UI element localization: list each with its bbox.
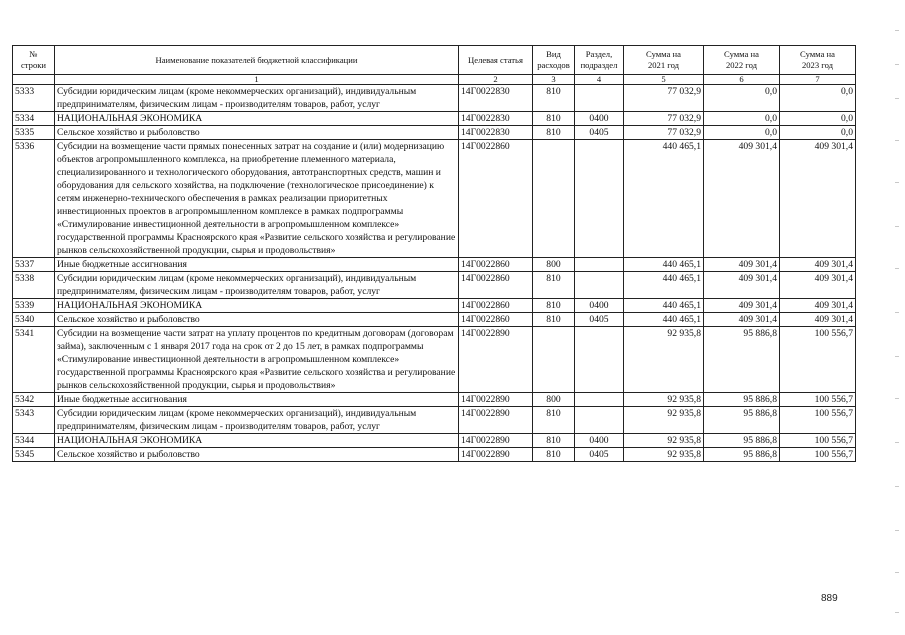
- table-row: [13, 140, 856, 258]
- cell-sum-2023: 0,0: [780, 85, 856, 112]
- cell-indicator-name: Субсидии юридическим лицам (кроме некоммерческих организаций), индивидуальным предпринимателям, физическим лицам - производителям товаров, работ, услуг: [55, 85, 459, 112]
- table-row: [13, 126, 856, 140]
- column-numbers-row: [13, 75, 856, 85]
- cell-section: [575, 258, 624, 272]
- cell-target-article: 14Г0022830: [459, 126, 533, 140]
- cell-sum-2022: 409 301,4: [704, 140, 780, 258]
- cell-sum-2023: 409 301,4: [780, 258, 856, 272]
- cell-sum-2021: 440 465,1: [624, 299, 704, 313]
- cell-sum-2023: 100 556,7: [780, 407, 856, 434]
- cell-sum-2023: 409 301,4: [780, 272, 856, 299]
- cell-indicator-name: Сельское хозяйство и рыболовство: [55, 448, 459, 462]
- cell-section: 0400: [575, 434, 624, 448]
- cell-target-article: 14Г0022860: [459, 313, 533, 327]
- column-number-empty: [13, 75, 55, 85]
- cell-row-number: 5339: [13, 299, 55, 313]
- cell-expense-type: 810: [533, 448, 575, 462]
- cell-row-number: 5337: [13, 258, 55, 272]
- table-row: [13, 393, 856, 407]
- cell-row-number: 5343: [13, 407, 55, 434]
- cell-row-number: 5340: [13, 313, 55, 327]
- cell-row-number: 5345: [13, 448, 55, 462]
- column-number: 7: [780, 75, 856, 85]
- cell-section: [575, 272, 624, 299]
- cell-indicator-name: НАЦИОНАЛЬНАЯ ЭКОНОМИКА: [55, 434, 459, 448]
- table-header-row: [13, 46, 856, 75]
- cell-indicator-name: НАЦИОНАЛЬНАЯ ЭКОНОМИКА: [55, 299, 459, 313]
- cell-section: 0400: [575, 299, 624, 313]
- cell-target-article: 14Г0022860: [459, 272, 533, 299]
- page-number: 889: [821, 593, 838, 604]
- table-row: [13, 407, 856, 434]
- cell-expense-type: [533, 140, 575, 258]
- table-row: [13, 327, 856, 393]
- cell-target-article: 14Г0022890: [459, 434, 533, 448]
- cell-target-article: 14Г0022830: [459, 85, 533, 112]
- cell-expense-type: 810: [533, 407, 575, 434]
- table-row: [13, 85, 856, 112]
- cell-sum-2022: 409 301,4: [704, 258, 780, 272]
- table-row: [13, 434, 856, 448]
- table-row: [13, 313, 856, 327]
- cell-indicator-name: Сельское хозяйство и рыболовство: [55, 313, 459, 327]
- cell-expense-type: 810: [533, 112, 575, 126]
- column-number: 6: [704, 75, 780, 85]
- header-section: Раздел, подраздел: [575, 46, 624, 75]
- column-number: 4: [575, 75, 624, 85]
- cell-row-number: 5342: [13, 393, 55, 407]
- cell-indicator-name: Субсидии юридическим лицам (кроме некоммерческих организаций), индивидуальным предпринимателям, физическим лицам - производителям товаров, работ, услуг: [55, 407, 459, 434]
- cell-sum-2023: 100 556,7: [780, 448, 856, 462]
- cell-indicator-name: Иные бюджетные ассигнования: [55, 258, 459, 272]
- cell-sum-2023: 0,0: [780, 126, 856, 140]
- table-row: [13, 299, 856, 313]
- cell-expense-type: 800: [533, 393, 575, 407]
- cell-sum-2023: 100 556,7: [780, 327, 856, 393]
- cell-row-number: 5333: [13, 85, 55, 112]
- cell-row-number: 5336: [13, 140, 55, 258]
- cell-target-article: 14Г0022830: [459, 112, 533, 126]
- cell-target-article: 14Г0022860: [459, 299, 533, 313]
- cell-sum-2023: 409 301,4: [780, 140, 856, 258]
- table-row: [13, 448, 856, 462]
- column-number: 2: [459, 75, 533, 85]
- cell-sum-2022: 409 301,4: [704, 299, 780, 313]
- table-row: [13, 272, 856, 299]
- cell-sum-2022: 95 886,8: [704, 407, 780, 434]
- cell-expense-type: 810: [533, 126, 575, 140]
- cell-sum-2022: 95 886,8: [704, 327, 780, 393]
- header-expense-type: Вид расходов: [533, 46, 575, 75]
- table-row: [13, 258, 856, 272]
- cell-sum-2021: 440 465,1: [624, 258, 704, 272]
- cell-section: 0405: [575, 313, 624, 327]
- cell-expense-type: 810: [533, 313, 575, 327]
- cell-target-article: 14Г0022890: [459, 448, 533, 462]
- cell-sum-2022: 95 886,8: [704, 393, 780, 407]
- cell-sum-2021: 440 465,1: [624, 140, 704, 258]
- cell-indicator-name: Субсидии на возмещение части прямых понесенных затрат на создание и (или) модернизацию объектов агропромышленного комплекса, на приобретение племенного материала, специализированного и технологического оборудования, автотранспортных средств, машин и оборудования для сельского хозяйства, на подключение (технологическое присоединение) к сетям инженерно-технического обеспечения в рамках реализации приоритетных инвестиционных проектов в агропромышленном комплексе в рамках подпрограммы «Стимулирование инвестиционной деятельности в агропромышленном комплексе» государственной программы Красноярского края «Развитие сельского хозяйства и регулирование рынков сельскохозяйственной продукции, сырья и продовольствия»: [55, 140, 459, 258]
- cell-row-number: 5341: [13, 327, 55, 393]
- header-target-article: Целевая статья: [459, 46, 533, 75]
- cell-sum-2023: 100 556,7: [780, 434, 856, 448]
- cell-section: 0405: [575, 448, 624, 462]
- scan-edge-marks: [889, 0, 905, 635]
- budget-classification-table: [12, 45, 856, 462]
- cell-expense-type: 810: [533, 272, 575, 299]
- cell-sum-2023: 0,0: [780, 112, 856, 126]
- header-row-number: № строки: [13, 46, 55, 75]
- cell-target-article: 14Г0022860: [459, 140, 533, 258]
- cell-sum-2022: 409 301,4: [704, 272, 780, 299]
- header-sum-2022: Сумма на 2022 год: [704, 46, 780, 75]
- cell-section: [575, 393, 624, 407]
- cell-sum-2021: 440 465,1: [624, 313, 704, 327]
- cell-section: [575, 140, 624, 258]
- cell-expense-type: 800: [533, 258, 575, 272]
- cell-indicator-name: НАЦИОНАЛЬНАЯ ЭКОНОМИКА: [55, 112, 459, 126]
- cell-target-article: 14Г0022890: [459, 407, 533, 434]
- cell-target-article: 14Г0022860: [459, 258, 533, 272]
- cell-sum-2021: 92 935,8: [624, 448, 704, 462]
- cell-sum-2023: 409 301,4: [780, 313, 856, 327]
- cell-sum-2022: 95 886,8: [704, 448, 780, 462]
- header-indicator-name: Наименование показателей бюджетной классификации: [55, 46, 459, 75]
- cell-row-number: 5338: [13, 272, 55, 299]
- cell-sum-2021: 77 032,9: [624, 112, 704, 126]
- cell-sum-2021: 77 032,9: [624, 126, 704, 140]
- cell-expense-type: [533, 327, 575, 393]
- column-number: 3: [533, 75, 575, 85]
- cell-section: 0400: [575, 112, 624, 126]
- column-number: 5: [624, 75, 704, 85]
- cell-sum-2022: 409 301,4: [704, 313, 780, 327]
- cell-sum-2022: 0,0: [704, 85, 780, 112]
- cell-sum-2021: 92 935,8: [624, 327, 704, 393]
- cell-sum-2022: 0,0: [704, 126, 780, 140]
- cell-row-number: 5344: [13, 434, 55, 448]
- cell-sum-2021: 77 032,9: [624, 85, 704, 112]
- cell-expense-type: 810: [533, 299, 575, 313]
- cell-indicator-name: Субсидии юридическим лицам (кроме некоммерческих организаций), индивидуальным предпринимателям, физическим лицам - производителям товаров, работ, услуг: [55, 272, 459, 299]
- table-body: [13, 85, 856, 462]
- cell-sum-2021: 440 465,1: [624, 272, 704, 299]
- cell-section: [575, 407, 624, 434]
- column-number: 1: [55, 75, 459, 85]
- cell-target-article: 14Г0022890: [459, 393, 533, 407]
- cell-expense-type: 810: [533, 434, 575, 448]
- cell-section: [575, 85, 624, 112]
- cell-sum-2023: 100 556,7: [780, 393, 856, 407]
- cell-sum-2021: 92 935,8: [624, 393, 704, 407]
- cell-row-number: 5334: [13, 112, 55, 126]
- cell-sum-2022: 95 886,8: [704, 434, 780, 448]
- cell-section: [575, 327, 624, 393]
- cell-indicator-name: Иные бюджетные ассигнования: [55, 393, 459, 407]
- cell-indicator-name: Субсидии на возмещение части затрат на уплату процентов по кредитным договорам (договорам займа), заключенным с 1 января 2017 года на срок от 2 до 15 лет, в рамках подпрограммы «Стимулирование инвестиционной деятельности в агропромышленном комплексе» государственной программы Красноярского края «Развитие сельского хозяйства и регулирование рынков сельскохозяйственной продукции, сырья и продовольствия»: [55, 327, 459, 393]
- cell-sum-2022: 0,0: [704, 112, 780, 126]
- cell-sum-2023: 409 301,4: [780, 299, 856, 313]
- cell-target-article: 14Г0022890: [459, 327, 533, 393]
- header-sum-2023: Сумма на 2023 год: [780, 46, 856, 75]
- table-row: [13, 112, 856, 126]
- header-sum-2021: Сумма на 2021 год: [624, 46, 704, 75]
- cell-row-number: 5335: [13, 126, 55, 140]
- cell-section: 0405: [575, 126, 624, 140]
- cell-sum-2021: 92 935,8: [624, 434, 704, 448]
- cell-sum-2021: 92 935,8: [624, 407, 704, 434]
- cell-expense-type: 810: [533, 85, 575, 112]
- cell-indicator-name: Сельское хозяйство и рыболовство: [55, 126, 459, 140]
